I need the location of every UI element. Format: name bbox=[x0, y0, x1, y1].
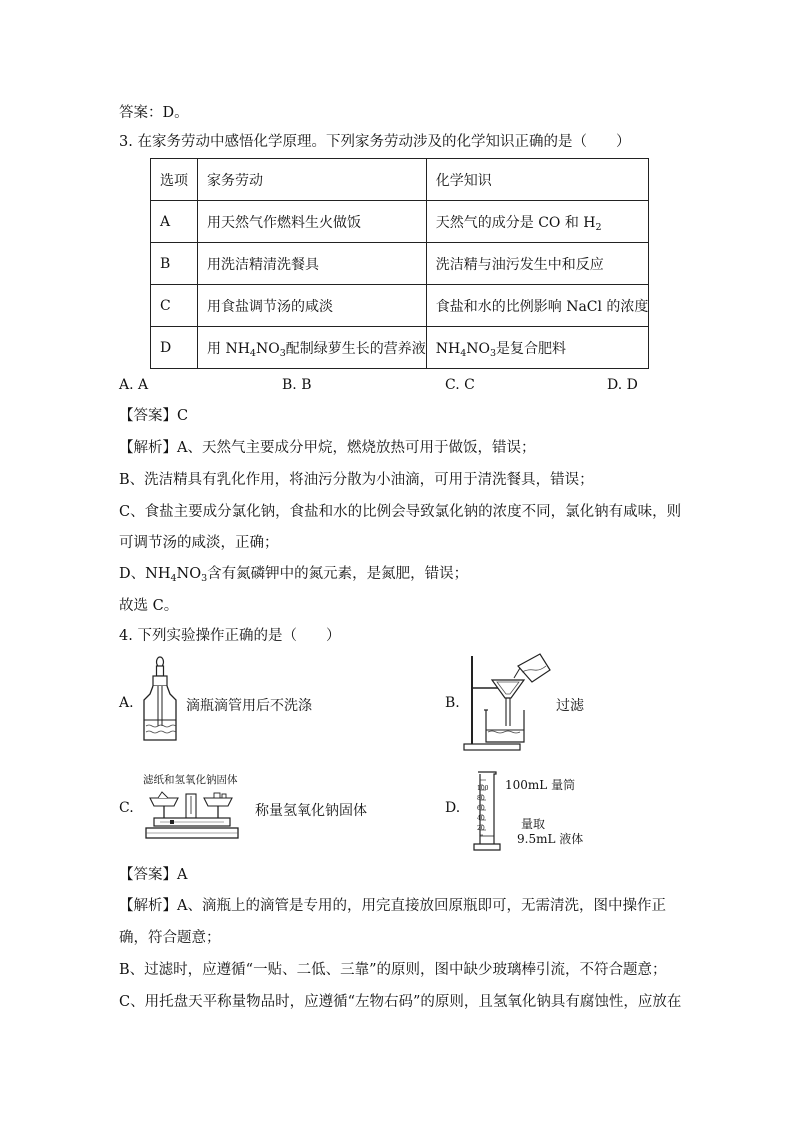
q4-option-c-letter: C. bbox=[119, 800, 134, 816]
dropper-bottle-figure bbox=[140, 656, 180, 744]
cylinder-label-measure: 量取 bbox=[521, 817, 546, 831]
header-labor: 家务劳动 bbox=[198, 159, 427, 201]
row-knowledge: 食盐和水的比例影响 NaCl 的浓度 bbox=[426, 285, 649, 327]
q3-analysis-a: 【解析】A、天然气主要成分甲烷，燃烧放热可用于做饭，错误； bbox=[119, 440, 536, 456]
row-knowledge: 天然气的成分是 CO 和 $H_2$ bbox=[426, 201, 649, 243]
table-row bbox=[151, 201, 649, 243]
cylinder-tick-labels bbox=[477, 784, 488, 834]
answer-q2: 答案：D。 bbox=[119, 105, 189, 121]
table-row bbox=[151, 285, 649, 327]
q3-stem: 3. 在家务劳动中感悟化学原理。下列家务劳动涉及的化学知识正确的是（ ） bbox=[119, 134, 631, 150]
tick-label: 60 bbox=[477, 805, 485, 812]
q4-analysis-a: 【解析】A、滴瓶上的滴管是专用的，用完直接放回原瓶即可，无需清洗，图中操作正 bbox=[119, 898, 666, 914]
row-option: A bbox=[151, 201, 198, 243]
q3-analysis-b: B、洗洁精具有乳化作用，将油污分散为小油滴，可用于清洗餐具，错误； bbox=[119, 472, 594, 488]
q4-analysis-a-cont: 确，符合题意； bbox=[119, 930, 221, 946]
row-knowledge: 洗洁精与油污发生中和反应 bbox=[426, 243, 649, 285]
row-labor: 用洗洁精清洗餐具 bbox=[198, 243, 427, 285]
row-labor: 用 $NH_4NO_3$配制绿萝生长的营养液 bbox=[198, 327, 427, 369]
balance-figure-label: 滤纸和氢氧化钠固体 bbox=[143, 774, 238, 786]
tick-label: 80 bbox=[477, 795, 485, 802]
table-row bbox=[151, 327, 649, 369]
table-row bbox=[151, 243, 649, 285]
q4-analysis-c: C、用托盘天平称量物品时，应遵循“左物右码”的原则，且氢氧化钠具有腐蚀性，应放在 bbox=[119, 994, 682, 1010]
row-option: C bbox=[151, 285, 198, 327]
q4-answer: 【答案】A bbox=[119, 867, 188, 883]
q4-option-c-caption: 称量氢氧化钠固体 bbox=[255, 803, 367, 819]
tick-label: 20 bbox=[477, 825, 485, 832]
row-labor: 用食盐调节汤的咸淡 bbox=[198, 285, 427, 327]
header-knowledge: 化学知识 bbox=[426, 159, 649, 201]
q3-analysis-c: C、食盐主要成分氯化钠，食盐和水的比例会导致氯化钠的浓度不同，氯化钠有咸味，则 bbox=[119, 504, 682, 520]
filtration-apparatus-figure bbox=[462, 652, 552, 752]
q3-answer: 【答案】C bbox=[119, 408, 189, 424]
q3-table bbox=[150, 158, 649, 369]
cylinder-label-volume: 100mL 量筒 bbox=[505, 778, 576, 792]
choice-a: A. A bbox=[119, 377, 149, 393]
q3-analysis-d: D、$NH_4NO_3$含有氮磷钾中的氮元素，是氮肥，错误； bbox=[119, 566, 469, 584]
cylinder-label-amount: 9.5mL 液体 bbox=[517, 832, 584, 846]
choice-d: D. D bbox=[607, 377, 638, 393]
q3-conclusion: 故选 C。 bbox=[119, 598, 179, 614]
q4-analysis-b: B、过滤时，应遵循“一贴、二低、三靠”的原则，图中缺少玻璃棒引流，不符合题意； bbox=[119, 962, 667, 978]
q4-stem: 4. 下列实验操作正确的是（ ） bbox=[119, 628, 341, 644]
row-option: B bbox=[151, 243, 198, 285]
q4-option-b-caption: 过滤 bbox=[556, 698, 584, 714]
q4-option-a-letter: A. bbox=[119, 695, 134, 711]
choice-c: C. C bbox=[445, 377, 475, 393]
choice-b: B. B bbox=[282, 377, 312, 393]
row-option: D bbox=[151, 327, 198, 369]
row-labor: 用天然气作燃料生火做饭 bbox=[198, 201, 427, 243]
row-knowledge: $NH_4NO_3$是复合肥料 bbox=[426, 327, 649, 369]
tick-label: 40 bbox=[477, 815, 485, 822]
q3-analysis-c-cont: 可调节汤的咸淡，正确； bbox=[119, 535, 279, 551]
tick-label: 100 bbox=[477, 785, 489, 792]
q4-option-b-letter: B. bbox=[445, 695, 460, 711]
q4-option-a-caption: 滴瓶滴管用后不洗涤 bbox=[186, 698, 312, 714]
balance-scale-figure bbox=[140, 786, 244, 842]
q4-option-d-letter: D. bbox=[445, 800, 461, 816]
header-option: 选项 bbox=[151, 159, 198, 201]
table-header-row bbox=[151, 159, 649, 201]
